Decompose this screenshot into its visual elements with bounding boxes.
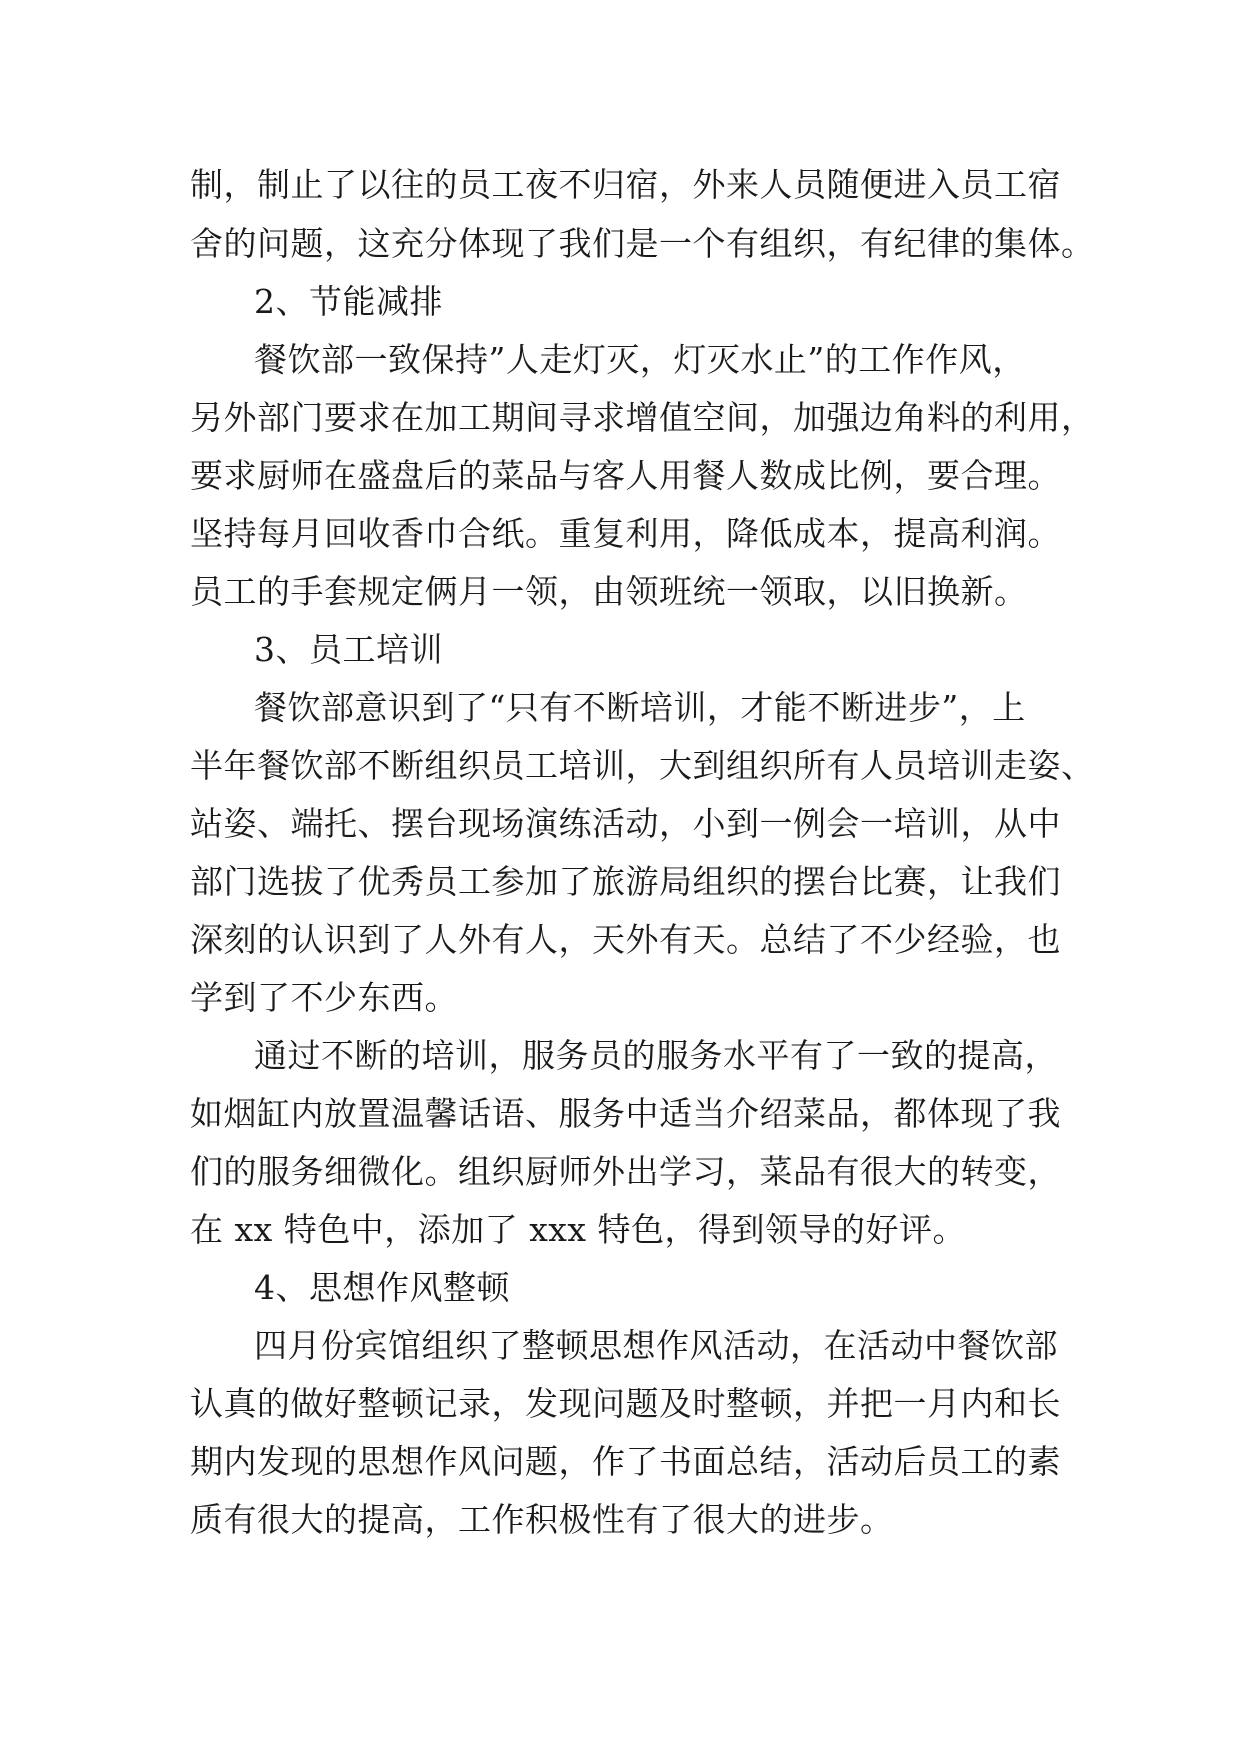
text-line: 深刻的认识到了人外有人，天外有天。总结了不少经验，也 — [190, 920, 1061, 959]
text-line: 员工的手套规定俩月一领，由领班统一领取，以旧换新。 — [190, 572, 1028, 611]
section-heading: 3、员工培训 — [254, 630, 443, 669]
text-line: 部门选拔了优秀员工参加了旅游局组织的摆台比赛，让我们 — [190, 862, 1061, 901]
text-line: 要求厨师在盛盘后的菜品与客人用餐人数成比例，要合理。 — [190, 456, 1061, 495]
text-line: 站姿、端托、摆台现场演练活动，小到一例会一培训，从中 — [190, 804, 1061, 843]
text-line: 通过不断的培训，服务员的服务水平有了一致的提高， — [254, 1036, 1058, 1075]
text-line: 坚持每月回收香巾合纸。重复利用，降低成本，提高利润。 — [190, 514, 1061, 553]
text-line: 制，制止了以往的员工夜不归宿，外来人员随便进入员工宿 — [190, 165, 1061, 204]
text-line: 餐饮部意识到了“只有不断培训，才能不断进步”，上 — [254, 688, 1026, 727]
text-line: 期内发现的思想作风问题，作了书面总结，活动后员工的素 — [190, 1442, 1061, 1481]
section-heading: 2、节能减排 — [254, 282, 443, 321]
document-page — [190, 0, 1095, 1754]
text-line: 半年餐饮部不断组织员工培训，大到组织所有人员培训走姿、 — [190, 746, 1095, 785]
text-line: 如烟缸内放置温馨话语、服务中适当介绍菜品，都体现了我 — [190, 1094, 1061, 1133]
text-line: 在 xx 特色中，添加了 xxx 特色，得到领导的好评。 — [190, 1210, 967, 1249]
text-line: 质有很大的提高，工作积极性有了很大的进步。 — [190, 1500, 894, 1539]
text-line: 四月份宾馆组织了整顿思想作风活动，在活动中餐饮部 — [254, 1326, 1058, 1365]
text-line: 舍的问题，这充分体现了我们是一个有组织，有纪律的集体。 — [190, 224, 1095, 263]
text-line: 们的服务细微化。组织厨师外出学习，菜品有很大的转变， — [190, 1152, 1061, 1191]
section-heading: 4、思想作风整顿 — [254, 1268, 510, 1307]
text-line: 学到了不少东西。 — [190, 978, 458, 1017]
text-line: 餐饮部一致保持”人走灯灭，灯灭水止”的工作作风， — [254, 340, 1026, 379]
text-line: 另外部门要求在加工期间寻求增值空间，加强边角料的利用， — [190, 398, 1095, 437]
text-line: 认真的做好整顿记录，发现问题及时整顿，并把一月内和长 — [190, 1384, 1061, 1423]
